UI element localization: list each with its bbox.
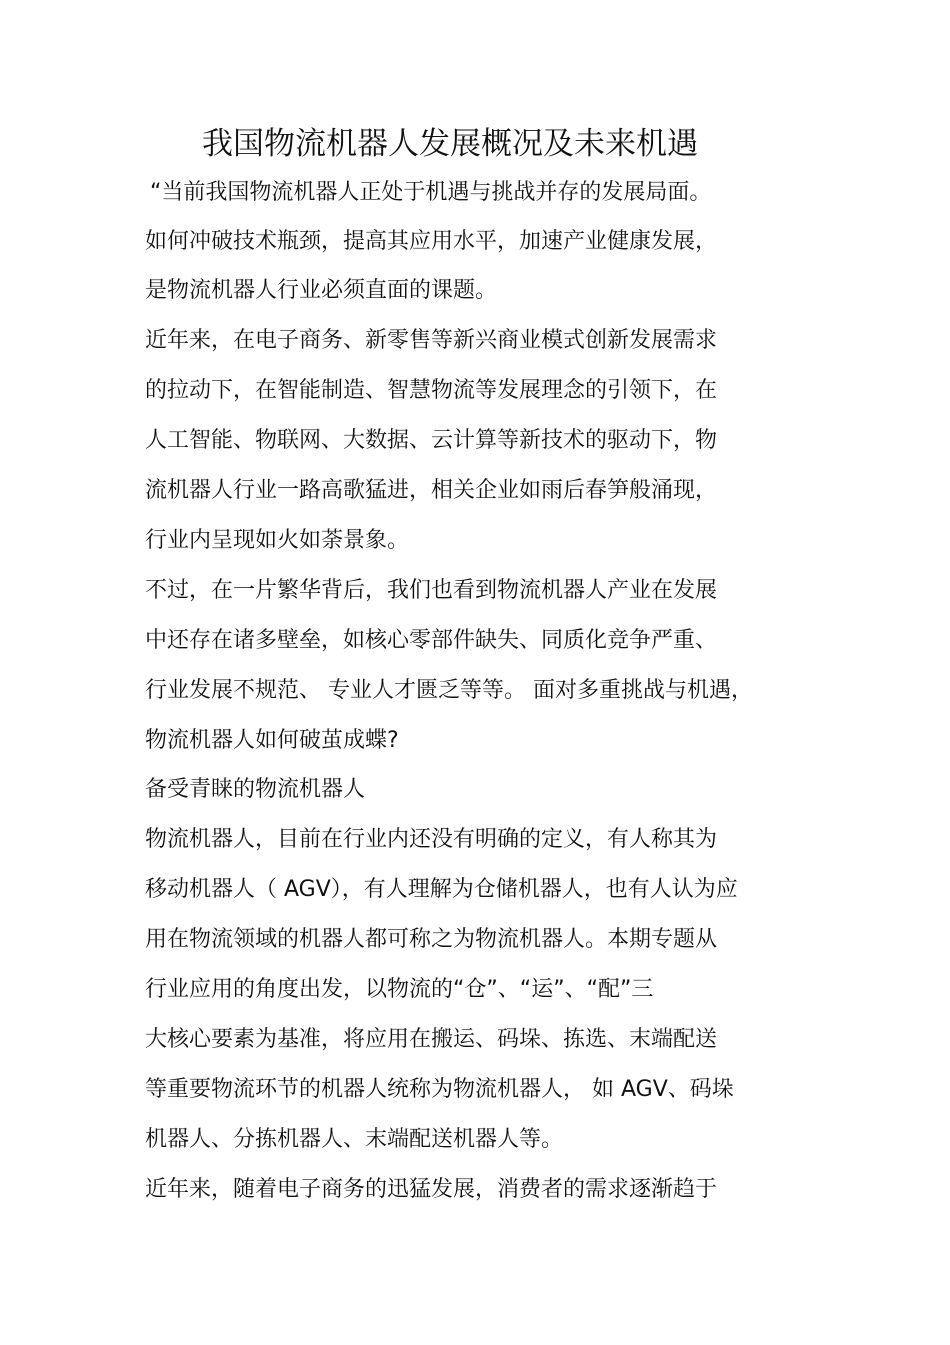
text-line-18: 大核心要素为基准，将应用在搬运、码垛、拣选、末端配送 [145,1027,718,1052]
text-line-19: 等重要物流环节的机器人统称为物流机器人， 如 AGV、码垛 [145,1077,734,1102]
text-line-17: 行业应用的角度出发，以物流的“仓”、“运”、“配”三 [145,977,654,1002]
text-line-15: 移动机器人（ AGV），有人理解为仓储机器人，也有人认为应 [145,877,738,902]
text-line-4: 近年来，在电子商务、新零售等新兴商业模式创新发展需求 [145,328,718,353]
text-line-16: 用在物流领域的机器人都可称之为物流机器人。本期专题从 [145,927,718,952]
text-line-21: 近年来，随着电子商务的迅猛发展，消费者的需求逐渐趋于 [145,1177,718,1202]
text-line-5: 的拉动下，在智能制造、智慧物流等发展理念的引领下，在 [145,378,718,403]
text-line-7: 流机器人行业一路高歌猛进，相关企业如雨后春笋般涌现， [145,478,718,503]
page-title: 我国物流机器人发展概况及未来机遇 [202,126,698,162]
text-line-1: “当前我国物流机器人正处于机遇与挑战并存的发展局面。 [150,180,712,205]
text-line-2: 如何冲破技术瓶颈，提高其应用水平，加速产业健康发展， [145,229,718,254]
text-line-11: 行业发展不规范、 专业人才匮乏等等。 面对多重挑战与机遇， [145,678,753,703]
text-line-20: 机器人、分拣机器人、末端配送机器人等。 [145,1127,564,1152]
text-line-6: 人工智能、物联网、大数据、云计算等新技术的驱动下，物 [145,428,718,453]
text-line-9: 不过，在一片繁华背后，我们也看到物流机器人产业在发展 [145,578,718,603]
text-line-3: 是物流机器人行业必须直面的课题。 [145,278,498,303]
text-line-14: 物流机器人，目前在行业内还没有明确的定义，有人称其为 [145,827,718,852]
text-line-10: 中还存在诸多壁垒，如核心零部件缺失、同质化竞争严重、 [145,628,718,653]
text-line-12: 物流机器人如何破茧成蝶? [145,728,399,753]
section-heading: 备受青睐的物流机器人 [145,777,366,802]
text-line-8: 行业内呈现如火如荼景象。 [145,528,410,553]
